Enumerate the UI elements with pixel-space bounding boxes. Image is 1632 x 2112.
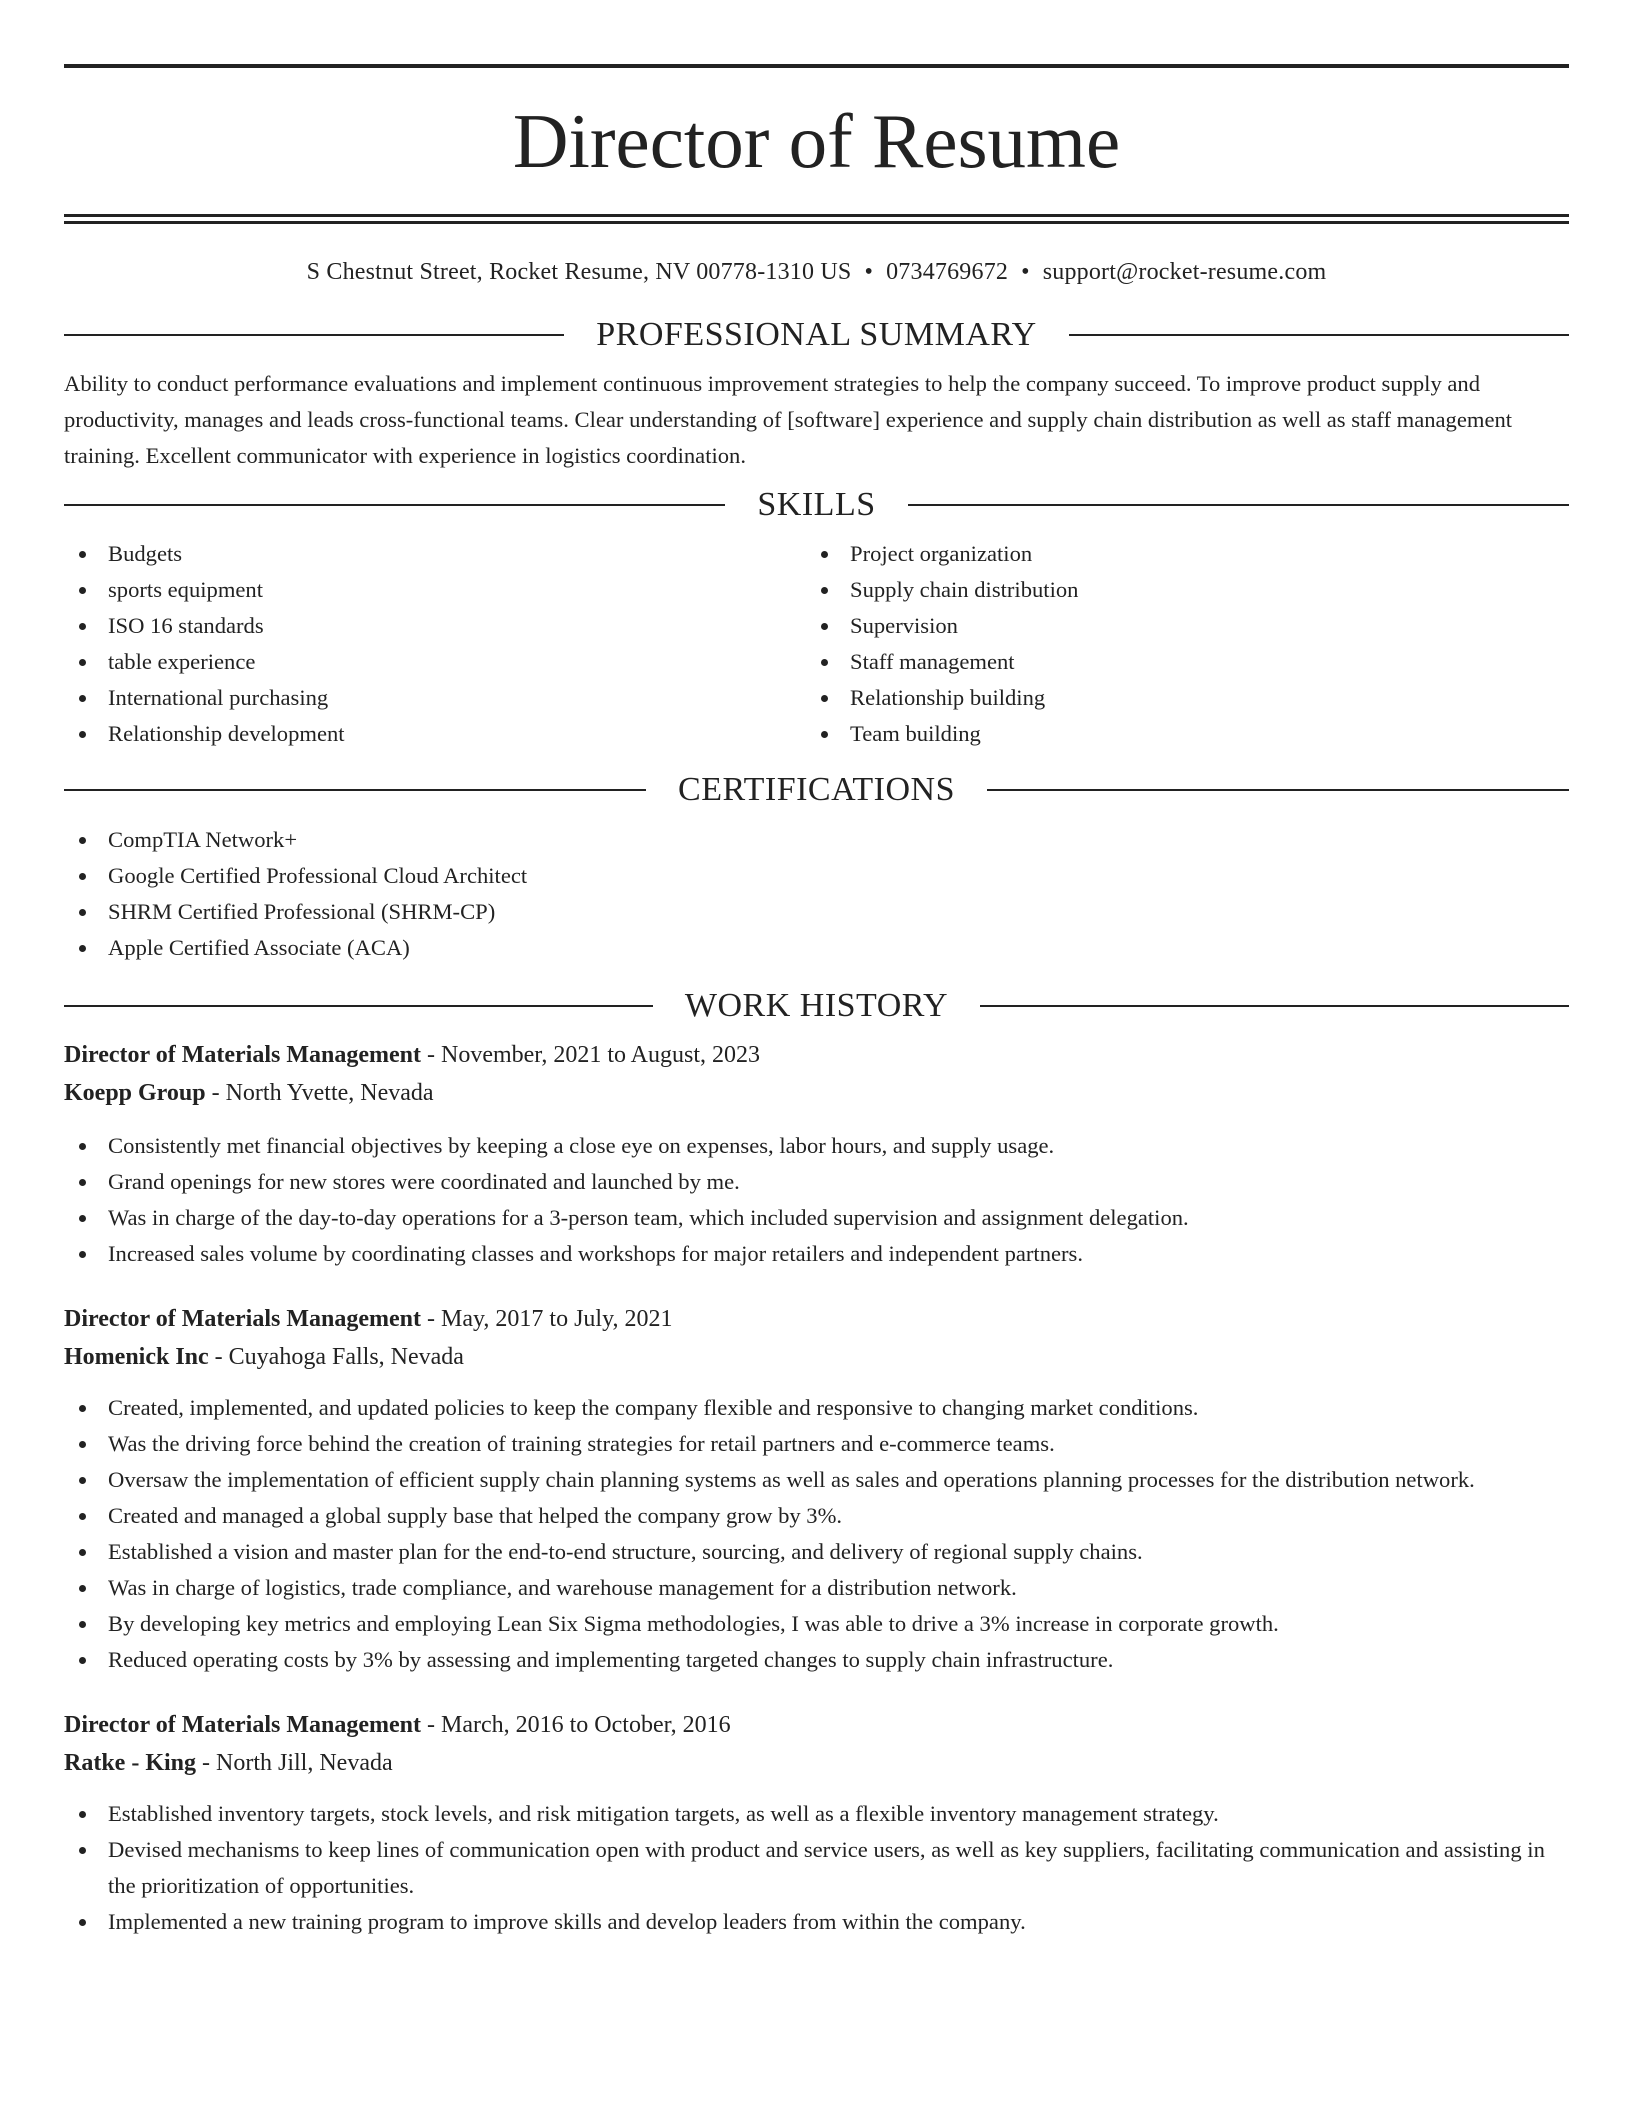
top-rule [64, 64, 1569, 68]
job-bullet: Oversaw the implementation of efficient supply chain planning systems as well as sales and operations planning processes for the distribution network. [64, 1462, 1569, 1498]
job-dates: - March, 2016 to October, 2016 [421, 1712, 731, 1738]
job-bullet: Consistently met financial objectives by keeping a close eye on expenses, labor hours, and supply usage. [64, 1128, 1569, 1164]
job-bullet: Devised mechanisms to keep lines of communication open with product and service users, as well as key suppliers, facilitating communication and assisting in the prioritization of opportunities. [64, 1832, 1569, 1904]
job-entry [64, 1036, 1569, 1272]
job-entry [64, 1706, 1569, 1940]
summary-heading [64, 315, 1569, 355]
divider-line [64, 1005, 653, 1007]
section-title: CERTIFICATIONS [678, 771, 955, 808]
job-title-line [64, 1300, 1569, 1338]
job-bullets [64, 1128, 1569, 1272]
job-bullet: Was the driving force behind the creation of training strategies for retail partners and e-commerce teams. [64, 1426, 1569, 1462]
divider-line [908, 504, 1569, 506]
job-bullet: Increased sales volume by coordinating classes and workshops for major retailers and independent partners. [64, 1236, 1569, 1272]
contact-email[interactable]: support@rocket-resume.com [1042, 259, 1327, 285]
certification-item: SHRM Certified Professional (SHRM-CP) [64, 894, 1569, 930]
certifications-list [64, 822, 1569, 966]
skill-item: Project organization [806, 536, 1548, 572]
job-dates: - November, 2021 to August, 2023 [421, 1042, 761, 1068]
divider-line [1069, 334, 1569, 336]
certification-item: Google Certified Professional Cloud Architect [64, 858, 1569, 894]
job-bullet: Reduced operating costs by 3% by assessing and implementing targeted changes to supply chain infrastructure. [64, 1642, 1569, 1678]
job-company: Ratke - King [64, 1750, 196, 1776]
job-bullet: Created and managed a global supply base that helped the company grow by 3%. [64, 1498, 1569, 1534]
job-bullets [64, 1390, 1569, 1678]
skill-item: ISO 16 standards [64, 608, 806, 644]
skills-column-right [806, 536, 1548, 752]
divider-line [64, 789, 646, 791]
contact-phone: 0734769672 [886, 259, 1009, 285]
job-location: - North Yvette, Nevada [205, 1080, 434, 1106]
resume-page [64, 64, 1569, 1940]
section-title: WORK HISTORY [684, 987, 949, 1024]
job-bullet: By developing key metrics and employing Lean Six Sigma methodologies, I was able to drive a 3% increase in corporate growth. [64, 1606, 1569, 1642]
skills-list [64, 536, 1569, 752]
contact-separator: • [864, 259, 874, 285]
skills-heading [64, 485, 1569, 525]
job-location: - Cuyahoga Falls, Nevada [208, 1344, 464, 1370]
contact-separator: • [1021, 259, 1030, 285]
job-title-line [64, 1706, 1569, 1744]
job-title-line [64, 1036, 1569, 1074]
job-bullet: Implemented a new training program to improve skills and develop leaders from within the company. [64, 1904, 1569, 1940]
job-title: Director of Materials Management [64, 1712, 421, 1738]
job-entry [64, 1300, 1569, 1678]
skill-item: Relationship building [806, 680, 1548, 716]
job-bullet: Was in charge of logistics, trade compliance, and warehouse management for a distribution network. [64, 1570, 1569, 1606]
resume-name: Director of Resume [512, 98, 1121, 184]
job-location: - North Jill, Nevada [196, 1750, 393, 1776]
job-bullet: Established a vision and master plan for the end-to-end structure, sourcing, and delivery of regional supply chains. [64, 1534, 1569, 1570]
skill-item: Supervision [806, 608, 1548, 644]
job-company: Koepp Group [64, 1080, 206, 1106]
job-title: Director of Materials Management [64, 1306, 421, 1332]
summary-text: Ability to conduct performance evaluations and implement continuous improvement strategies to help the company succeed. To improve product supply and productivity, manages and leads cross-functional teams. Clear understanding of [software] experience and supply chain distribution as well as staff management training. Excellent communicator with experience in logistics coordination. [64, 371, 1513, 468]
job-company-line [64, 1074, 1569, 1112]
section-title: PROFESSIONAL SUMMARY [596, 316, 1037, 353]
skill-item: Relationship development [64, 716, 806, 752]
divider-line [980, 1005, 1569, 1007]
job-bullet: Was in charge of the day-to-day operations for a 3-person team, which included supervision and assignment delegation. [64, 1200, 1569, 1236]
job-bullet: Established inventory targets, stock levels, and risk mitigation targets, as well as a flexible inventory management strategy. [64, 1796, 1569, 1832]
divider-line [64, 504, 725, 506]
job-dates: - May, 2017 to July, 2021 [421, 1306, 673, 1332]
skills-column-left [64, 536, 806, 752]
skill-item: Budgets [64, 536, 806, 572]
work-history-heading [64, 986, 1569, 1026]
skill-item: Team building [806, 716, 1548, 752]
divider-line [64, 334, 564, 336]
job-bullet: Created, implemented, and updated policies to keep the company flexible and responsive to changing market conditions. [64, 1390, 1569, 1426]
skill-item: Staff management [806, 644, 1548, 680]
skill-item: sports equipment [64, 572, 806, 608]
certification-item: CompTIA Network+ [64, 822, 1569, 858]
divider-line [987, 789, 1569, 791]
job-bullet: Grand openings for new stores were coordinated and launched by me. [64, 1164, 1569, 1200]
certifications-heading [64, 770, 1569, 810]
section-title: SKILLS [757, 486, 876, 523]
job-title: Director of Materials Management [64, 1042, 421, 1068]
contact-line [64, 258, 1569, 286]
job-bullets [64, 1796, 1569, 1940]
double-rule [64, 214, 1569, 224]
skill-item: table experience [64, 644, 806, 680]
job-company-line [64, 1338, 1569, 1376]
contact-address: S Chestnut Street, Rocket Resume, NV 00778-1310 US [306, 259, 852, 285]
certification-item: Apple Certified Associate (ACA) [64, 930, 1569, 966]
skill-item: Supply chain distribution [806, 572, 1548, 608]
job-company-line [64, 1744, 1569, 1782]
job-company: Homenick Inc [64, 1344, 209, 1370]
skill-item: International purchasing [64, 680, 806, 716]
